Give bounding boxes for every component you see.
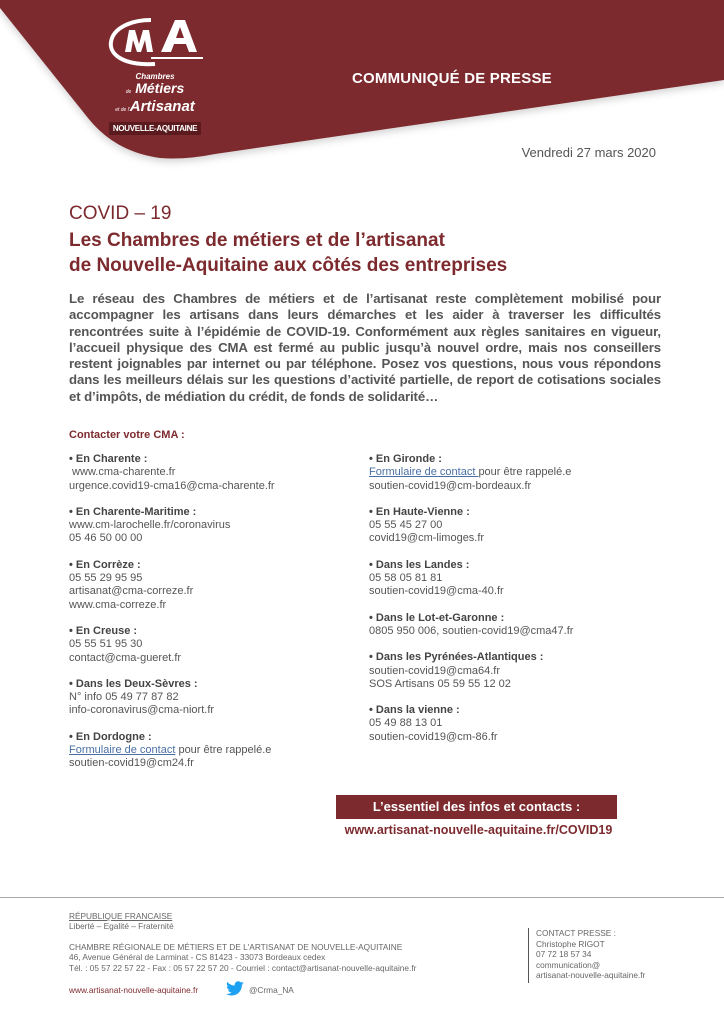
contacts-right-column (369, 453, 669, 757)
contact-region-name: • En Gironde : (369, 453, 442, 465)
press-contact-label: CONTACT PRESSE : (536, 928, 616, 938)
contact-region-name: • En Dordogne : (69, 730, 152, 743)
contact-entry (369, 559, 669, 599)
contact-form-row (69, 744, 349, 757)
cma-logo (100, 14, 210, 136)
press-release-title: COMMUNIQUÉ DE PRESSE (352, 70, 552, 87)
contact-detail-line[interactable]: covid19@cm-limoges.fr (369, 532, 485, 545)
contact-detail-line: 05 49 88 13 01 (369, 717, 443, 730)
contact-detail-line[interactable]: urgence.covid19-cma16@cma-charente.fr (69, 479, 275, 492)
contact-form-link[interactable]: Formulaire de contact (69, 744, 176, 757)
contact-region-name: • En Corrèze : (69, 558, 141, 571)
contact-region-name: • Dans les Pyrénées-Atlantiques : (369, 651, 544, 664)
contact-entry (69, 453, 349, 493)
contact-detail-line: SOS Artisans 05 59 55 12 02 (369, 677, 511, 690)
logo-region-badge: NOUVELLE-AQUITAINE (109, 122, 201, 135)
press-contact-phone: 07 72 18 57 34 (536, 949, 592, 959)
contact-form-suffix: pour être rappelé.e (478, 466, 572, 479)
contact-entry (69, 625, 349, 665)
release-date: Vendredi 27 mars 2020 (521, 145, 656, 160)
contact-detail-line[interactable]: soutien-covid19@cma-40.fr (369, 585, 504, 598)
contact-entry (369, 612, 669, 639)
contact-region-name: • En Charente : (69, 453, 148, 465)
cma-logo-mark (105, 14, 205, 70)
press-contact-email-line-2[interactable]: artisanat-nouvelle-aquitaine.fr (536, 970, 646, 980)
footer-motto: Liberté – Egalité – Fraternité (69, 921, 174, 931)
contact-region-name: • Dans les Deux-Sèvres : (69, 677, 198, 690)
logo-line-artisanat (100, 99, 210, 118)
contact-detail-line: 05 55 29 95 95 (69, 572, 143, 585)
footer-website-link[interactable]: www.artisanat-nouvelle-aquitaine.fr (69, 985, 199, 995)
logo-line-artisanat-prefix: et de l' (115, 107, 130, 113)
contact-entry (369, 704, 669, 744)
press-contact-name: Christophe RIGOT (536, 938, 605, 949)
contact-form-link[interactable]: Formulaire de contact (369, 466, 479, 479)
press-contact-block (528, 928, 645, 983)
footer-divider (0, 897, 724, 898)
article-title-line-2: de Nouvelle-Aquitaine aux côtés des entreprises (69, 255, 508, 276)
contact-detail-line[interactable]: 0805 950 006, soutien-covid19@cma47.fr (369, 624, 574, 637)
article-title-line-1: Les Chambres de métiers et de l’artisanat (69, 230, 445, 251)
contact-detail-line[interactable]: soutien-covid19@cm24.fr (69, 757, 194, 770)
contact-form-suffix: pour être rappelé.e (175, 744, 272, 757)
contact-detail-line[interactable]: artisanat@cma-correze.fr (69, 585, 194, 598)
logo-line-artisanat-text: Artisanat (129, 98, 195, 115)
contact-detail-line[interactable]: soutien-covid19@cm-bordeaux.fr (369, 479, 532, 492)
contact-entry (69, 731, 349, 771)
contact-region-name: • Dans le Lot-et-Garonne : (369, 611, 505, 624)
footer-chamber-name: CHAMBRE RÉGIONALE DE MÉTIERS ET DE L'ARTISANAT DE NOUVELLE-AQUITAINE (69, 942, 403, 952)
contact-region-name: • Dans les Landes : (369, 558, 470, 571)
contact-detail-line: 05 55 45 27 00 (369, 519, 443, 532)
contact-region-name: • En Haute-Vienne : (369, 505, 470, 518)
contacts-heading: Contacter votre CMA : (69, 429, 185, 441)
logo-line-chambres: Chambres (135, 72, 175, 81)
contact-entry (369, 506, 669, 546)
contact-detail-line: 05 46 50 00 00 (69, 532, 143, 545)
contact-detail-line: N° info 05 49 77 87 82 (69, 691, 179, 704)
cta-banner: L’essentiel des infos et contacts : (336, 795, 617, 819)
contact-detail-line[interactable]: www.cma-correze.fr (69, 598, 167, 611)
contact-detail-line[interactable]: www.cm-larochelle.fr/coronavirus (69, 519, 231, 532)
twitter-icon[interactable] (225, 981, 245, 997)
contact-detail-line: 05 55 51 95 30 (69, 638, 143, 651)
contact-entry (369, 453, 669, 493)
contact-detail-line[interactable]: www.cma-charente.fr (69, 466, 176, 479)
cta-url-link[interactable]: www.artisanat-nouvelle-aquitaine.fr/COVID19 (344, 823, 613, 837)
press-contact-email-line-1[interactable]: communication@ (536, 959, 601, 970)
article-intro: Le réseau des Chambres de métiers et de l’artisanat reste complètement mobilisé pour accompagner les artisans dans leurs démarches et les aider à traverser les difficultés rencontrées suite à l’épidémie de COVID-19. Conformément aux règles sanitaires en vigueur, l’accueil physique des CMA est fermé au public jusqu’à nouvel ordre, mais nos conseillers restent joignables par internet ou par téléphone. Posez vos questions, nous vous répondons dans les meilleurs délais sur les questions d’activité partielle, de report de cotisations sociales et d’impôts, de médiation du crédit, de fonds de solidarité… (69, 291, 661, 404)
contact-region-name: • En Charente-Maritime : (69, 505, 197, 518)
contact-detail-line[interactable]: info-coronavirus@cma-niort.fr (69, 704, 215, 717)
contact-detail-line[interactable]: soutien-covid19@cm-86.fr (369, 730, 498, 743)
twitter-handle-link[interactable]: @Crma_NA (249, 985, 294, 995)
footer-republic: RÉPUBLIQUE FRANCAISE (69, 911, 173, 921)
article-title (69, 228, 507, 278)
logo-line-metiers-text: Métiers (135, 80, 185, 96)
footer-address: 46, Avenue Général de Larminat - CS 81423 - 33073 Bordeaux cedex (69, 952, 326, 962)
logo-line-metiers (100, 81, 210, 99)
footer-telephone: Tél. : 05 57 22 57 22 - Fax : 05 57 22 57 20 - Courriel : contact@artisanat-nouvelle-aquitaine.fr (69, 963, 417, 973)
contact-form-row (369, 466, 669, 479)
contact-region-name: • Dans la vienne : (369, 704, 460, 717)
contacts-left-column (69, 453, 349, 784)
contact-detail-line[interactable]: soutien-covid19@cma64.fr (369, 664, 501, 677)
article-kicker: COVID – 19 (69, 203, 172, 224)
contact-detail-line[interactable]: contact@cma-gueret.fr (69, 651, 182, 664)
contact-entry (369, 651, 669, 691)
contact-detail-line: 05 58 05 81 81 (369, 572, 443, 585)
contact-entry (69, 506, 349, 546)
contact-entry (69, 678, 349, 718)
contact-region-name: • En Creuse : (69, 624, 138, 637)
contact-entry (69, 559, 349, 612)
logo-line-metiers-prefix: de (125, 89, 132, 95)
